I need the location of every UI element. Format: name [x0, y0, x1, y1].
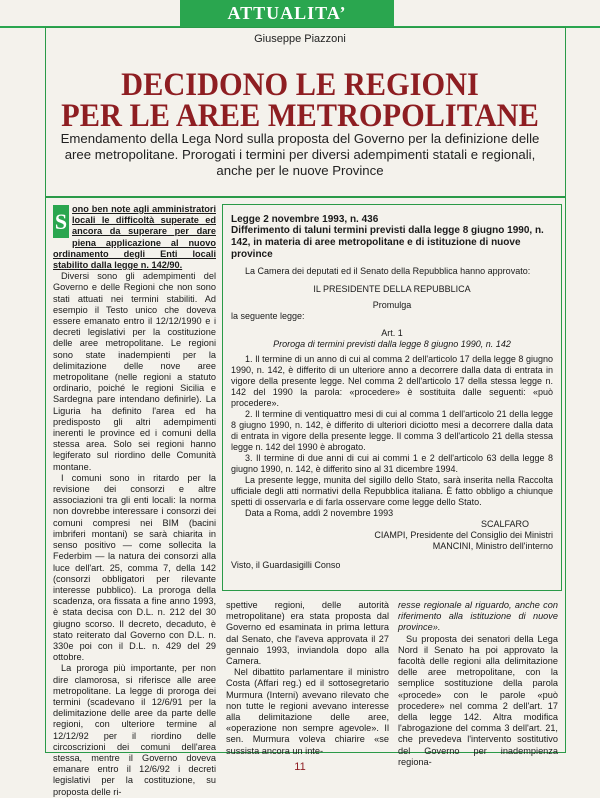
law-box	[222, 204, 562, 591]
lead-text: ono ben note agli amministratori locali le difficoltà superate ed ancora da superare per dare piena applicazione al nuovo ordinamento degli Enti locali stabilito dalla legge n. 142/90.	[53, 204, 216, 271]
left-column	[53, 204, 216, 797]
paragraph: I comuni sono in ritardo per la revisione dei consorzi e altre associazioni tra gli enti locali: la norma non dovrebbe interessare i consorzi dei comuni compresi nei BIM (bacini imbriferi montani) se sarà chiarita in senso positivo — come sollecita la Federbim — la natura dei consorzi alla luce dell'art. 25, comma 7, della 142 (consorzi obbligatori per rilevante interesse pubblico). La proroga della scadenza, ora fissata a fine anno 1993, è stata decisa con D.L. n. 212 del 30 giugno scorso. Il decreto, decaduto, è stato reiterato dal Governo con D.L. n. 330e poi con il D.L. n. 429 del 29 ottobre.	[53, 472, 216, 663]
paragraph: Diversi sono gli adempimenti del Governo e delle Regioni che non sono stati attuati nei termini stabiliti. Ad esempio il Testo unico che doveva essere emanato entro il 12/12/1990 e i decreti legislativi per la costituzione delle aree metropolitane. Le regioni sono state inadempienti per la delimitazione delle nove aree metropolitane (nelle regioni a statuto ordinario, poiché le regioni Sicilia e Sardegna pare intendano definirle). La Liguria ha definito l'area ed ha predisposto gli altri adempimenti inerenti le province ed i comuni della stessa area. Solo sei regioni hanno legiferato sul riordino delle Comunità montane.	[53, 271, 216, 472]
law-article: Art. 1	[381, 328, 403, 338]
paragraph: resse regionale al riguardo, anche con riferimento alla istituzione di nuove province».	[398, 600, 558, 633]
title-line-1: DECIDONO LE REGIONI	[121, 67, 479, 103]
law-intro: La Camera dei deputati ed il Senato della Repubblica hanno approvato:	[245, 266, 531, 276]
law-seguente: la seguente legge:	[231, 311, 305, 321]
law-visto: Visto, il Guardasigilli Conso	[231, 560, 341, 570]
law-signature-1: SCALFARO	[480, 519, 529, 529]
law-title: Legge 2 novembre 1993, n. 436	[231, 214, 379, 225]
paragraph: Nel dibattito parlamentare il ministro Costa (Affari reg.) ed il sottosegretario Murmura (Interni) avevano rilevato che non tutte le regioni avevano interesse alla delimitazione delle aree, «operazione non sempre agevole». Il sen. Murmura voleva chiarire «se sussista ancora un inte-	[226, 667, 389, 756]
paragraph: Su proposta dei senatori della Lega Nord il Senato ha poi approvato la facoltà delle regioni alla delimitazione delle aree metropolitane, con la semplice sostituzione della parola «procede» con le parole «può procedere» nel comma 2 dell'art. 17 della legge 142. Altra modifica l'abrogazione del comma 3 dell'art. 21, che prevedeva l'intervento sostitutivo del Governo per inadempienza regiona-	[398, 633, 558, 767]
law-comma-3: 3. Il termine di due anni di cui ai commi 1 e 2 dell'articolo 63 della legge 8 giugno 1990, n. 142, è differito sino al 31 dicembre 1994.	[231, 453, 553, 474]
article-subtitle: Emendamento della Lega Nord sulla proposta del Governo per la definizione delle aree metropolitane. Prorogati i termini per diversi adempimenti statali e regionali, anche per le nuove Province	[60, 131, 540, 178]
law-promulga: Promulga	[372, 300, 412, 310]
page-number: 11	[294, 761, 306, 773]
section-label: ATTUALITA’	[180, 0, 394, 26]
author-name: Giuseppe Piazzoni	[254, 33, 346, 45]
law-promulgation: La presente legge, munita del sigillo dello Stato, sarà inserita nella Raccolta ufficiale degli atti normativi della Repubblica italiana. È fatto obbligo a chiunque spetti di osservarla e di farla osservare come legge dello Stato.	[231, 475, 553, 507]
law-date: Data a Roma, addì 2 novembre 1993	[245, 508, 394, 518]
right-column	[398, 600, 558, 767]
paragraph: La proroga più importante, per non dire clamorosa, si riferisce alle aree metropolitane. La legge di proroga dei termini (scadevano il 12/6/91 per la delimitazione delle aree da parte delle regioni, con ulteriore termine al 12/12/92 per il riordino delle circoscrizioni dei comuni dell'area stessa, mentre il Governo doveva emanare entro il 12/6/92 i decreti legislativi per la costituzione, su proposta delle ri-	[53, 663, 216, 797]
drop-cap: S	[53, 205, 69, 238]
article-title	[61, 67, 539, 134]
law-comma-2: 2. Il termine di ventiquattro mesi di cui al comma 1 dell'articolo 21 della legge 8 giugno 1990, n. 142, è differito di ulteriori diciotto mesi a decorrere dalla data di entrata in vigore della presente legge. Il comma 3 dell'articolo 21 della stessa legge n. 142 del 1990 è abrogato.	[231, 409, 553, 452]
law-comma-1: 1. Il termine di un anno di cui al comma 2 dell'articolo 17 della legge 8 giugno 1990, n. 142, è differito di un ulteriore anno a decorrere dalla data di entrata in vigore della presente legge. Nel comma 2 dell'articolo 17 della stessa legge n. 142 del 1990 la parola: «procedere» è sostituita dalle seguenti: «può procedere».	[231, 354, 553, 408]
middle-column	[226, 600, 389, 756]
law-signature-3: MANCINI, Ministro dell'interno	[432, 541, 553, 551]
law-president: IL PRESIDENTE DELLA REPUBBLICA	[313, 284, 471, 294]
body-divider	[45, 196, 566, 198]
law-heading: Differimento di taluni termini previsti dalla legge 8 giugno 1990, n. 142, in materia di aree metropolitane e di istituzione di nuove province	[231, 225, 544, 260]
law-signature-2: CIAMPI, Presidente del Consiglio dei Ministri	[374, 530, 553, 540]
lead-paragraph	[53, 204, 216, 271]
paragraph: spettive regioni, delle autorità metropolitane) era stata proposta dal Governo ed esaminata in prima lettura dal Senato, che l'aveva approvata il 27 gennaio 1993, inviandola dopo alla Camera.	[226, 600, 389, 667]
law-article-title: Proroga di termini previsti dalla legge 8 giugno 1990, n. 142	[273, 339, 511, 349]
title-line-2: PER LE AREE METROPOLITANE	[61, 98, 539, 134]
